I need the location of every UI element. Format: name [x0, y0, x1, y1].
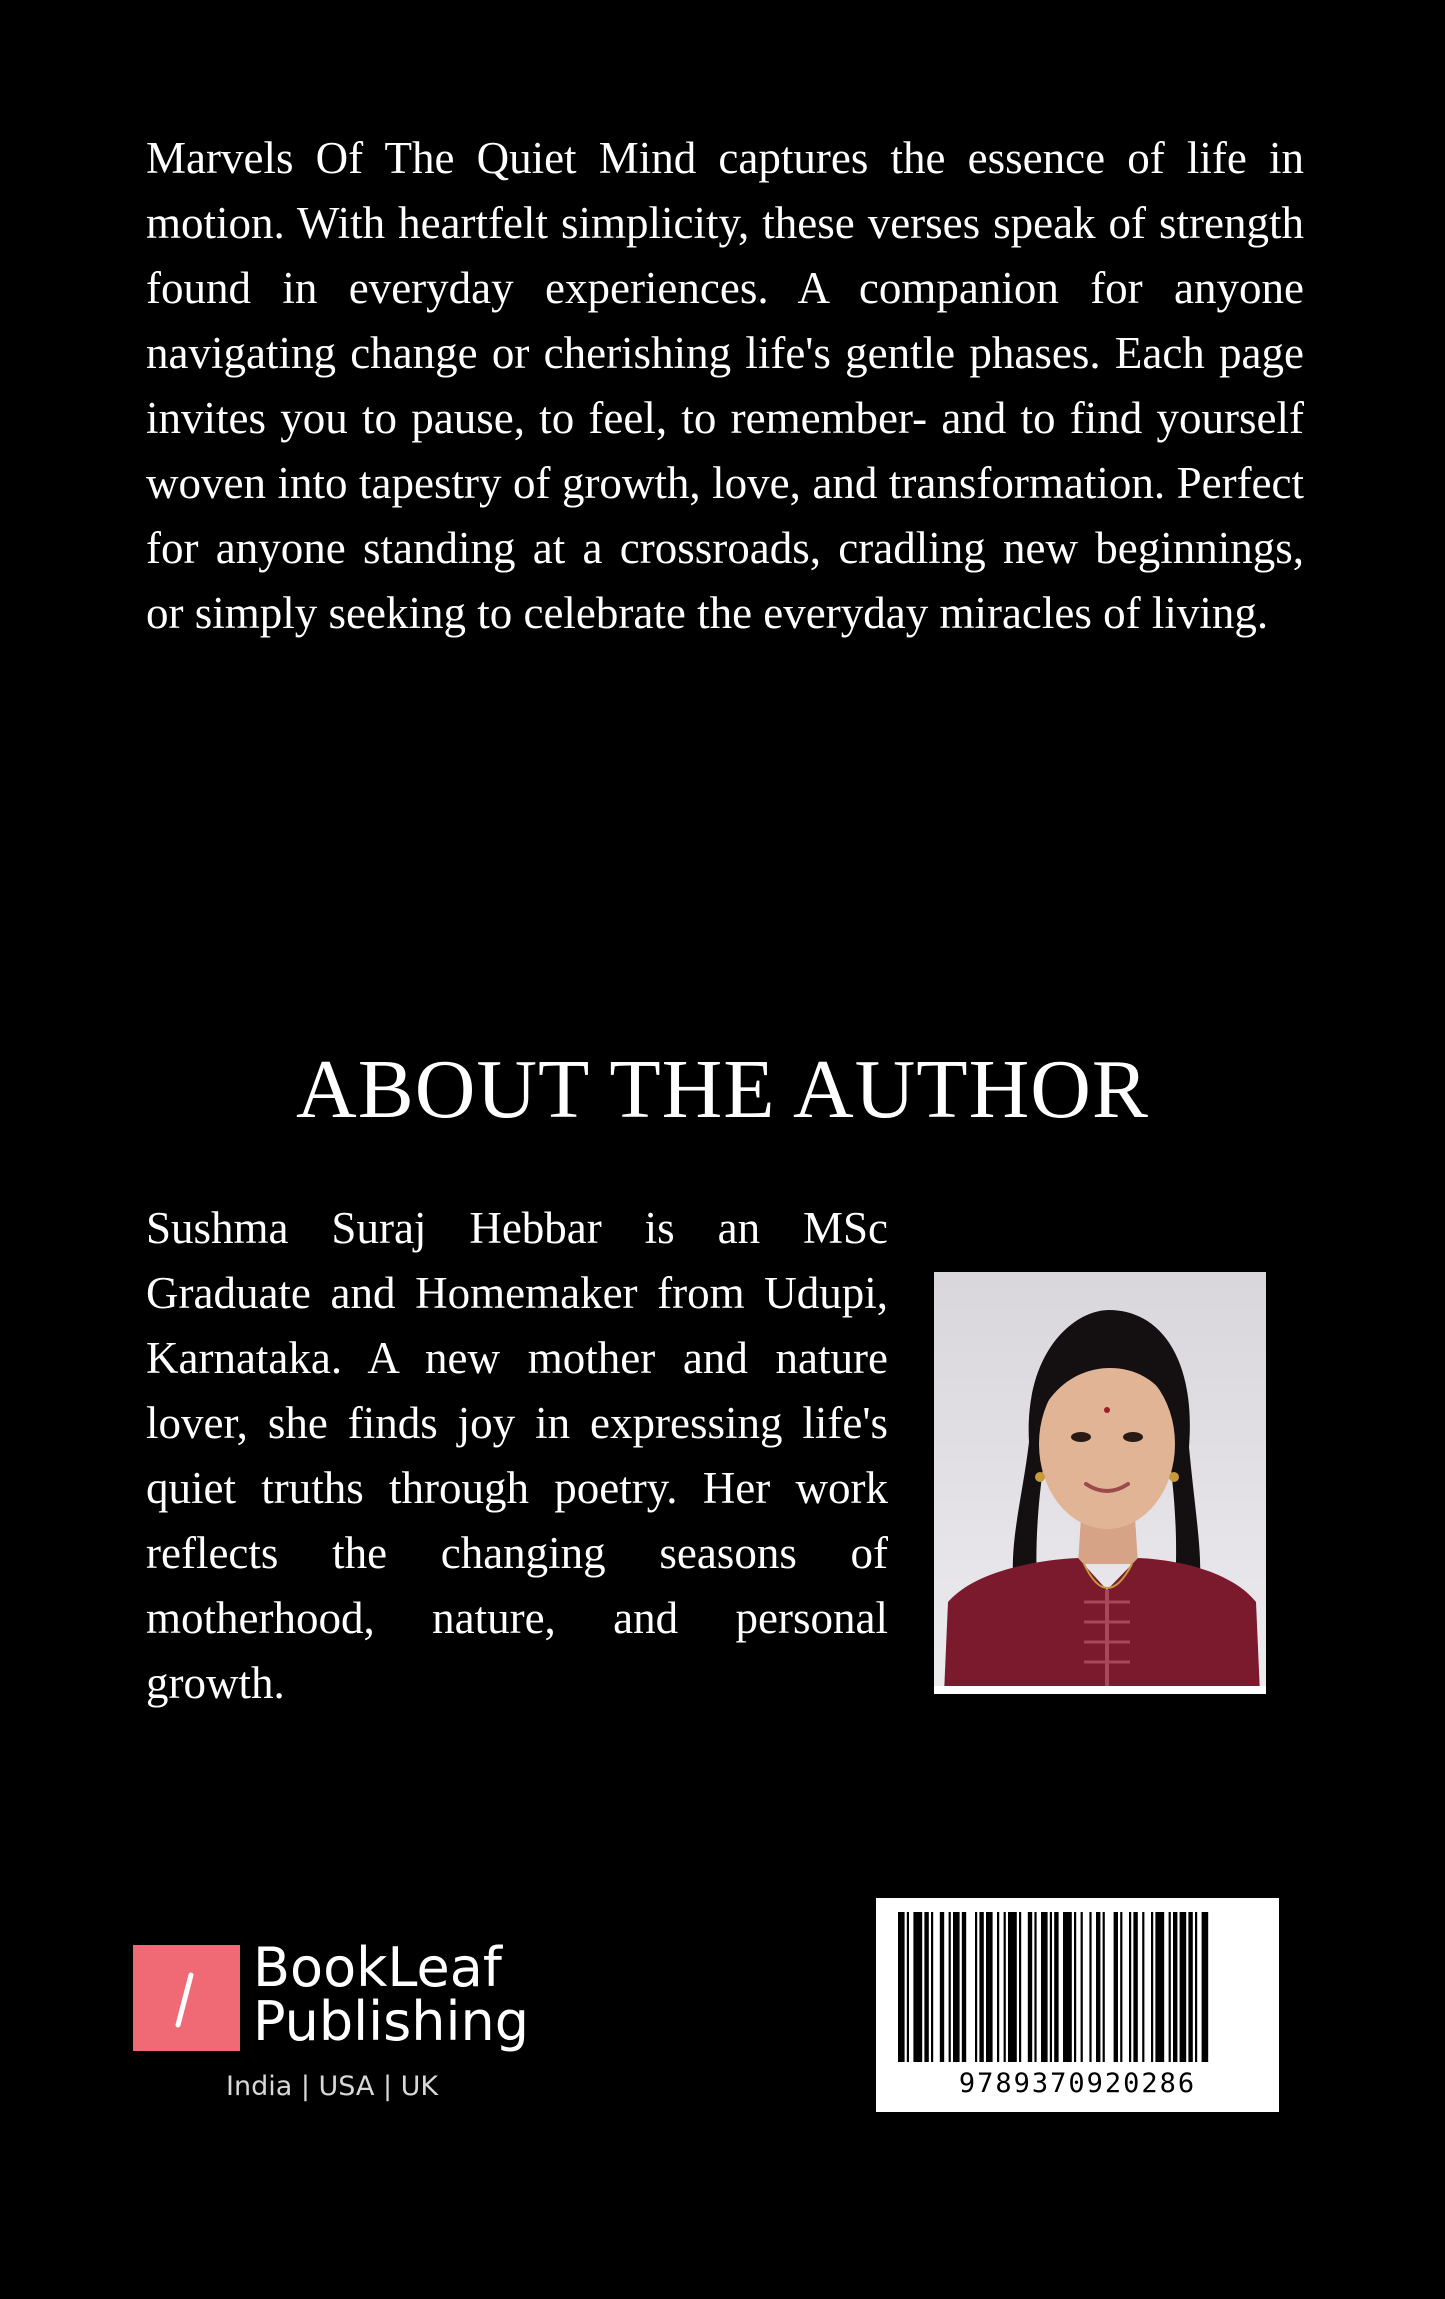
barcode-bar: [953, 1912, 960, 2062]
barcode-bar: [1028, 1912, 1032, 2062]
publisher-name-line1: BookLeaf: [253, 1936, 502, 1999]
about-author-heading: ABOUT THE AUTHOR: [296, 1043, 1149, 1136]
barcode-bar: [1173, 1912, 1177, 2062]
barcode-bar: [1155, 1912, 1164, 2062]
barcode-bar: [913, 1912, 922, 2062]
barcode-bar: [1142, 1912, 1144, 2062]
barcode-bar: [931, 1912, 933, 2062]
isbn-number: 9789370920286: [958, 2068, 1197, 2099]
barcode-bar: [907, 1912, 909, 2062]
author-bio: Sushma Suraj Hebbar is an MSc Graduate and Homemaker from Udupi, Karnataka. A new mother and nature lover, she finds joy in expressing life's quiet truths through poetry. Her work reflects the changing seasons of motherhood, nature, and personal growth.: [146, 1203, 888, 1708]
barcode-bar: [986, 1912, 993, 2062]
barcode-bar: [1096, 1912, 1100, 2062]
publisher-name-line2: Publishing: [253, 1990, 529, 2053]
barcode-bar: [975, 1912, 977, 2062]
barcode-bar: [1120, 1912, 1122, 2062]
barcode-bar: [1202, 1912, 1209, 2062]
barcode-bar: [940, 1912, 944, 2062]
barcode-bar: [1034, 1912, 1036, 2062]
barcode-bar: [1195, 1912, 1197, 2062]
barcode-bar: [1019, 1912, 1021, 2062]
bookleaf-logo-icon: [133, 1945, 240, 2051]
barcode-bar: [979, 1912, 983, 2062]
barcode-bar: [1114, 1912, 1118, 2062]
barcode-bar: [962, 1912, 966, 2062]
barcode-bar: [1133, 1912, 1137, 2062]
barcode-bar: [1008, 1912, 1017, 2062]
barcode-bar: [1004, 1912, 1006, 2062]
back-cover-blurb: Marvels Of The Quiet Mind captures the essence of life in motion. With heartfelt simplicity, these verses speak of strength found in everyday experiences. A companion for anyone navigating change or cherishing life's gentle phases. Each page invites you to pause, to feel, to remember- and to find yourself woven into tapestry of growth, love, and transformation. Perfect for anyone standing at a crossroads, cradling new beginnings, or simply seeking to celebrate the everyday miracles of living.: [146, 133, 1304, 638]
barcode-bar: [1074, 1912, 1076, 2062]
barcode-bar: [1169, 1912, 1171, 2062]
barcode-bar: [997, 1912, 999, 2062]
barcode-bar: [1129, 1912, 1131, 2062]
barcode-bar: [1089, 1912, 1091, 2062]
barcode-bar: [1188, 1912, 1192, 2062]
barcode-bar: [1151, 1912, 1153, 2062]
barcode-bar: [1081, 1912, 1083, 2062]
barcode-bar: [1063, 1912, 1072, 2062]
barcode-bar: [924, 1912, 928, 2062]
barcode-bar: [1103, 1912, 1105, 2062]
publisher-logo: [133, 1936, 533, 2113]
barcode-bar: [1041, 1912, 1048, 2062]
author-photo: [934, 1272, 1266, 1694]
barcode-bar: [1050, 1912, 1052, 2062]
barcode-bars: [876, 1898, 1279, 2068]
isbn-barcode: [876, 1898, 1279, 2112]
publisher-regions: India | USA | UK: [226, 2071, 439, 2102]
barcode-bar: [1180, 1912, 1187, 2062]
barcode-bar: [949, 1912, 951, 2062]
barcode-bar: [898, 1912, 905, 2062]
barcode-bar: [1054, 1912, 1058, 2062]
